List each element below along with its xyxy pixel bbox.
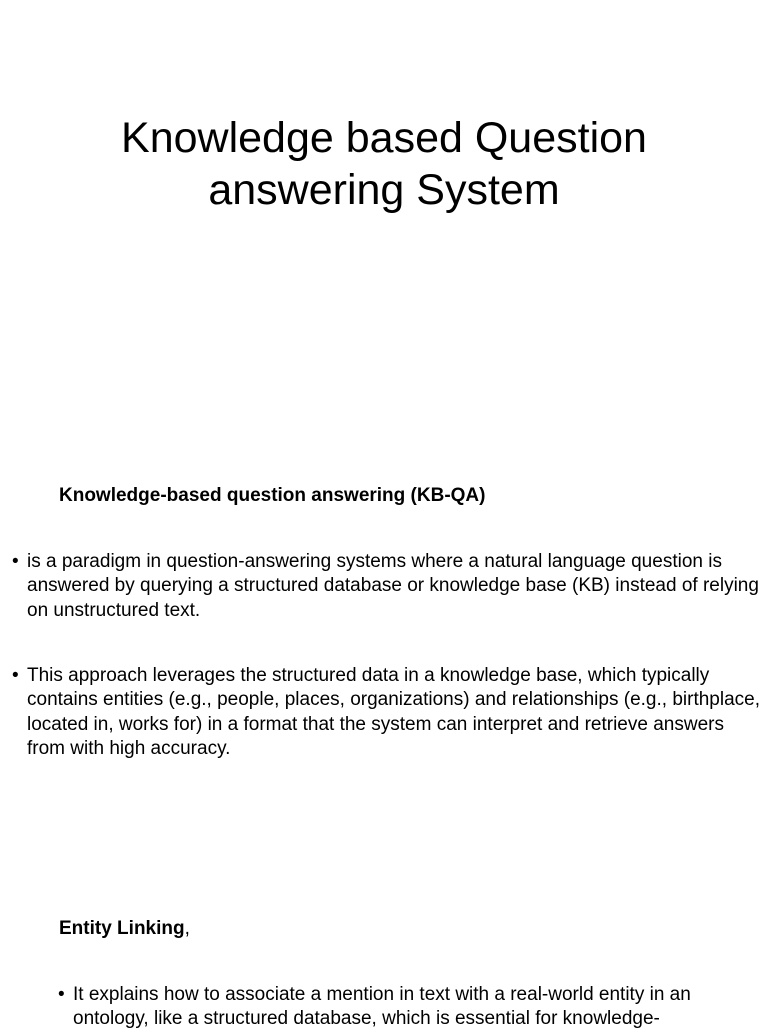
kbqa-bullet-2	[12, 664, 762, 761]
kbqa-bullet-1	[12, 550, 762, 623]
slide-title	[0, 112, 768, 216]
title-line-1: Knowledge based Question	[121, 114, 647, 162]
kbqa-bullet-2-text: This approach leverages the structured data in a knowledge base, which typically contains entities (e.g., people, places, organizations) and relationships (e.g., birthplace, located in, works for) in a format that the system can interpret and retrieve answers from with high accuracy.	[27, 665, 760, 759]
entity-linking-heading	[59, 917, 190, 941]
entity-linking-bullet-1	[58, 983, 763, 1032]
entity-linking-heading-text: Entity Linking	[59, 918, 185, 939]
entity-linking-heading-comma: ,	[184, 918, 190, 939]
bullet-dot: •	[12, 551, 19, 572]
bullet-dot: •	[58, 984, 65, 1005]
entity-linking-bullet-1-text: It explains how to associate a mention in text with a real-world entity in an ontology, like a structured database, which is essential for knowledge-	[73, 984, 691, 1030]
kbqa-bullet-1-text: is a paradigm in question-answering systems where a natural language question is answered by querying a structured database or knowledge base (KB) instead of relying on unstructured text.	[27, 551, 759, 621]
bullet-dot: •	[12, 665, 19, 686]
title-line-2: answering System	[208, 166, 560, 214]
kbqa-heading: Knowledge-based question answering (KB-QA)	[59, 485, 486, 506]
